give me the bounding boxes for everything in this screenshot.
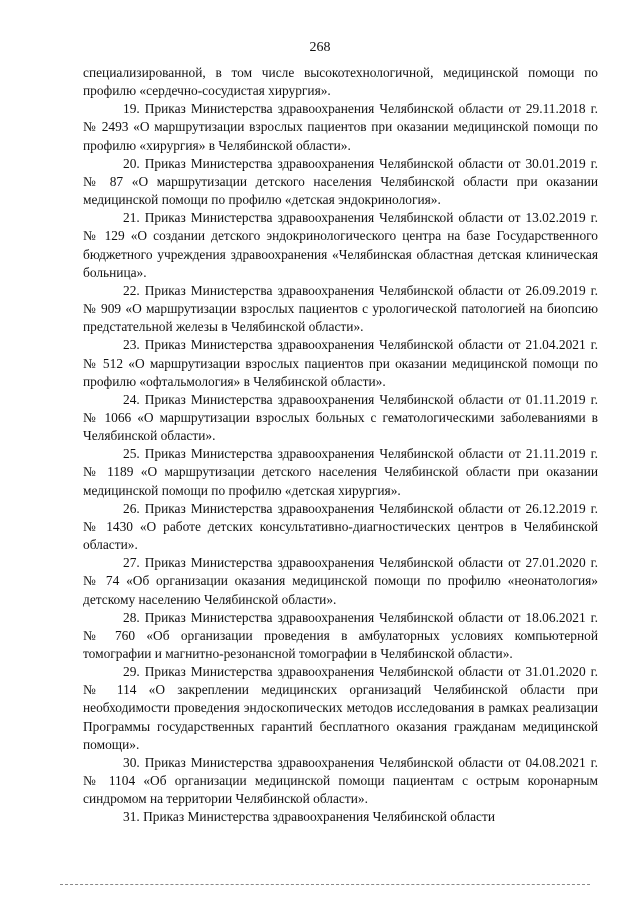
list-item-21: 21. Приказ Министерства здравоохранения Челябинской области от 13.02.2019 г. № 129 «О создании детского эндокринологического центра на базе Государственного бюджетного учреждения здравоохранения «Челябинская областная детская клиническая больница». [83, 210, 598, 280]
footer-divider [60, 884, 590, 885]
list-item-22: 22. Приказ Министерства здравоохранения Челябинской области от 26.09.2019 г. № 909 «О маршрутизации взрослых пациентов с урологической патологией на биопсию предстательной железы в Челябинской области». [83, 282, 598, 335]
list-item-19: 19. Приказ Министерства здравоохранения Челябинской области от 29.11.2018 г. № 2493 «О маршрутизации взрослых пациентов при оказании медицинской помощи по профилю «хирургия» в Челябинской области». [83, 101, 598, 153]
paragraph-continuation: специализированной, в том числе высокотехнологичной, медицинской помощи по профилю «сердечно-сосудистая хирургия». [83, 65, 598, 99]
list-item-24: 24. Приказ Министерства здравоохранения Челябинской области от 01.11.2019 г. № 1066 «О маршрутизации взрослых больных с гематологическими заболеваниями в Челябинской области». [83, 391, 598, 444]
list-item-27: 27. Приказ Министерства здравоохранения Челябинской области от 27.01.2020 г. № 74 «Об организации оказания медицинской помощи по профилю «неонатология» детскому населению Челябинской области». [83, 555, 598, 607]
list-item-20: 20. Приказ Министерства здравоохранения Челябинской области от 30.01.2019 г. № 87 «О маршрутизации детского населения Челябинской области при оказании медицинской помощи по профилю «детская эндокринология». [83, 155, 598, 208]
page-number: 268 [309, 40, 331, 55]
list-item-28: 28. Приказ Министерства здравоохранения Челябинской области от 18.06.2021 г. № 760 «Об организации проведения в амбулаторных условиях компьютерной томографии и магнитно-резонансной томографии в Челябинской области». [83, 609, 598, 661]
list-item-30: 30. Приказ Министерства здравоохранения Челябинской области от 04.08.2021 г. № 1104 «Об организации медицинской помощи пациентам с острым коронарным синдромом на территории Челябинской области». [83, 754, 598, 807]
list-item-26: 26. Приказ Министерства здравоохранения Челябинской области от 26.12.2019 г. № 1430 «О работе детских консультативно-диагностических центров в Челябинской области». [83, 500, 598, 553]
list-item-25: 25. Приказ Министерства здравоохранения Челябинской области от 21.11.2019 г. № 1189 «О маршрутизации детского населения Челябинской области при оказании медицинской помощи по профилю «детская хирургия». [83, 446, 598, 498]
list-item-23: 23. Приказ Министерства здравоохранения Челябинской области от 21.04.2021 г. № 512 «О маршрутизации взрослых пациентов при оказании медицинской помощи по профилю «офтальмология» в Челябинской области». [83, 337, 598, 389]
list-item-29: 29. Приказ Министерства здравоохранения Челябинской области от 31.01.2020 г. № 114 «О закреплении медицинских организаций Челябинской области при необходимости проведения эндоскопических методов исследования в рамках реализации Программы государственных гарантий бесплатного оказания гражданам медицинской помощи». [83, 664, 598, 752]
list-item-31: 31. Приказ Министерства здравоохранения Челябинской области [123, 809, 496, 825]
document-body [83, 64, 598, 827]
